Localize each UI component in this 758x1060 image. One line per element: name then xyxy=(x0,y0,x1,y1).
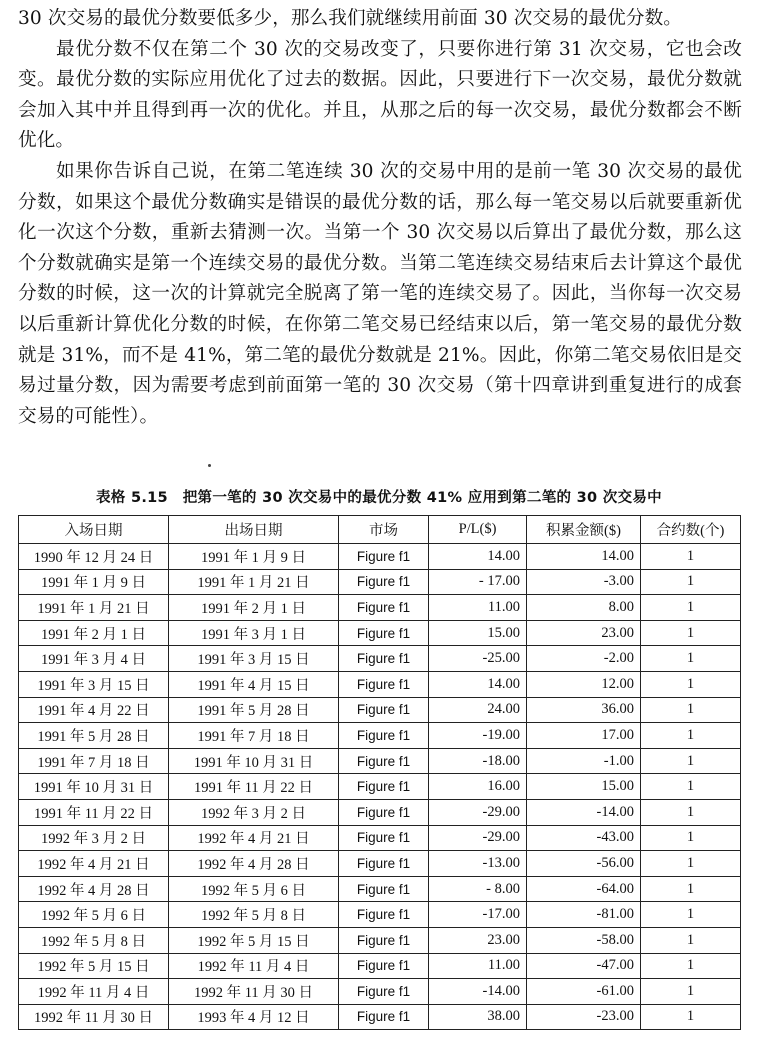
pl-cell: 15.00 xyxy=(429,620,527,646)
pl-cell: 38.00 xyxy=(429,1004,527,1030)
market-cell: Figure f1 xyxy=(339,723,429,749)
market-cell: Figure f1 xyxy=(339,953,429,979)
contracts-cell: 1 xyxy=(641,748,741,774)
market-cell: Figure f1 xyxy=(339,671,429,697)
entry-date-cell: 1992 年 4 月 28 日 xyxy=(19,876,169,902)
contracts-cell: 1 xyxy=(641,544,741,570)
entry-date-cell: 1992 年 11 月 30 日 xyxy=(19,1004,169,1030)
table-body xyxy=(19,544,741,1030)
contracts-cell: 1 xyxy=(641,799,741,825)
exit-date-cell: 1991 年 7 月 18 日 xyxy=(169,723,339,749)
cumulative-cell: -2.00 xyxy=(527,646,641,672)
cumulative-cell: 17.00 xyxy=(527,723,641,749)
table-row xyxy=(19,569,741,595)
contracts-cell: 1 xyxy=(641,825,741,851)
market-cell: Figure f1 xyxy=(339,569,429,595)
contracts-cell: 1 xyxy=(641,927,741,953)
table-row xyxy=(19,979,741,1005)
exit-date-cell: 1991 年 5 月 28 日 xyxy=(169,697,339,723)
exit-date-cell: 1992 年 11 月 30 日 xyxy=(169,979,339,1005)
exit-date-cell: 1991 年 2 月 1 日 xyxy=(169,595,339,621)
cumulative-cell: 15.00 xyxy=(527,774,641,800)
market-cell: Figure f1 xyxy=(339,1004,429,1030)
table-row xyxy=(19,851,741,877)
exit-date-cell: 1992 年 4 月 21 日 xyxy=(169,825,339,851)
exit-date-cell: 1992 年 11 月 4 日 xyxy=(169,953,339,979)
header-exit-date: 出场日期 xyxy=(169,516,339,544)
market-cell: Figure f1 xyxy=(339,646,429,672)
market-cell: Figure f1 xyxy=(339,876,429,902)
entry-date-cell: 1991 年 3 月 4 日 xyxy=(19,646,169,672)
entry-date-cell: 1991 年 2 月 1 日 xyxy=(19,620,169,646)
table-row xyxy=(19,902,741,928)
contracts-cell: 1 xyxy=(641,774,741,800)
entry-date-cell: 1992 年 5 月 6 日 xyxy=(19,902,169,928)
contracts-cell: 1 xyxy=(641,646,741,672)
pl-cell: -29.00 xyxy=(429,825,527,851)
cumulative-cell: 36.00 xyxy=(527,697,641,723)
entry-date-cell: 1991 年 5 月 28 日 xyxy=(19,723,169,749)
table-row xyxy=(19,799,741,825)
exit-date-cell: 1991 年 1 月 9 日 xyxy=(169,544,339,570)
entry-date-cell: 1991 年 1 月 21 日 xyxy=(19,595,169,621)
table-row xyxy=(19,544,741,570)
pl-cell: 11.00 xyxy=(429,953,527,979)
pl-cell: 24.00 xyxy=(429,697,527,723)
market-cell: Figure f1 xyxy=(339,799,429,825)
exit-date-cell: 1992 年 5 月 8 日 xyxy=(169,902,339,928)
pl-cell: 14.00 xyxy=(429,544,527,570)
exit-date-cell: 1991 年 3 月 1 日 xyxy=(169,620,339,646)
contracts-cell: 1 xyxy=(641,1004,741,1030)
table-row xyxy=(19,927,741,953)
exit-date-cell: 1992 年 5 月 15 日 xyxy=(169,927,339,953)
exit-date-cell: 1991 年 3 月 15 日 xyxy=(169,646,339,672)
header-pl: P/L($) xyxy=(429,516,527,544)
cumulative-cell: 12.00 xyxy=(527,671,641,697)
entry-date-cell: 1990 年 12 月 24 日 xyxy=(19,544,169,570)
entry-date-cell: 1992 年 4 月 21 日 xyxy=(19,851,169,877)
market-cell: Figure f1 xyxy=(339,748,429,774)
market-cell: Figure f1 xyxy=(339,620,429,646)
pl-cell: -13.00 xyxy=(429,851,527,877)
cumulative-cell: -56.00 xyxy=(527,851,641,877)
pl-cell: -19.00 xyxy=(429,723,527,749)
table-row xyxy=(19,774,741,800)
table-row xyxy=(19,723,741,749)
market-cell: Figure f1 xyxy=(339,851,429,877)
pl-cell: -17.00 xyxy=(429,902,527,928)
entry-date-cell: 1992 年 5 月 15 日 xyxy=(19,953,169,979)
cumulative-cell: 14.00 xyxy=(527,544,641,570)
market-cell: Figure f1 xyxy=(339,595,429,621)
pl-cell: - 8.00 xyxy=(429,876,527,902)
contracts-cell: 1 xyxy=(641,851,741,877)
pl-cell: 14.00 xyxy=(429,671,527,697)
header-cumulative: 积累金额($) xyxy=(527,516,641,544)
trades-table xyxy=(18,515,741,1030)
pl-cell: 11.00 xyxy=(429,595,527,621)
table-header-row xyxy=(19,516,741,544)
exit-date-cell: 1991 年 4 月 15 日 xyxy=(169,671,339,697)
pl-cell: -25.00 xyxy=(429,646,527,672)
pl-cell: -14.00 xyxy=(429,979,527,1005)
market-cell: Figure f1 xyxy=(339,902,429,928)
cumulative-cell: -61.00 xyxy=(527,979,641,1005)
cumulative-cell: -64.00 xyxy=(527,876,641,902)
paragraph-1: 30 次交易的最优分数要低多少，那么我们就继续用前面 30 次交易的最优分数。 xyxy=(18,8,682,29)
table-title: 表格 5.15 把第一笔的 30 次交易中的最优分数 41% 应用到第二笔的 30 次交易中 xyxy=(96,490,662,506)
cumulative-cell: -1.00 xyxy=(527,748,641,774)
exit-date-cell: 1992 年 4 月 28 日 xyxy=(169,851,339,877)
cumulative-cell: -3.00 xyxy=(527,569,641,595)
paragraph-2: 最优分数不仅在第二个 30 次的交易改变了，只要你进行第 31 次交易，它也会改变。最优分数的实际应用优化了过去的数据。因此，只要进行下一次交易，最优分数就会加入其中并且得到再一次的优化。并且，从那之后的每一次交易，最优分数都会不断优化。 xyxy=(18,38,742,152)
pl-cell: -18.00 xyxy=(429,748,527,774)
cumulative-cell: 23.00 xyxy=(527,620,641,646)
header-entry-date: 入场日期 xyxy=(19,516,169,544)
entry-date-cell: 1991 年 1 月 9 日 xyxy=(19,569,169,595)
pl-cell: 16.00 xyxy=(429,774,527,800)
exit-date-cell: 1991 年 1 月 21 日 xyxy=(169,569,339,595)
pl-cell: - 17.00 xyxy=(429,569,527,595)
exit-date-cell: 1993 年 4 月 12 日 xyxy=(169,1004,339,1030)
entry-date-cell: 1991 年 11 月 22 日 xyxy=(19,799,169,825)
table-row xyxy=(19,1004,741,1030)
contracts-cell: 1 xyxy=(641,595,741,621)
exit-date-cell: 1991 年 11 月 22 日 xyxy=(169,774,339,800)
contracts-cell: 1 xyxy=(641,953,741,979)
contracts-cell: 1 xyxy=(641,569,741,595)
contracts-cell: 1 xyxy=(641,697,741,723)
cumulative-cell: -81.00 xyxy=(527,902,641,928)
stray-dot xyxy=(208,464,211,467)
entry-date-cell: 1991 年 3 月 15 日 xyxy=(19,671,169,697)
market-cell: Figure f1 xyxy=(339,825,429,851)
table-row xyxy=(19,825,741,851)
table-row xyxy=(19,697,741,723)
contracts-cell: 1 xyxy=(641,979,741,1005)
exit-date-cell: 1992 年 3 月 2 日 xyxy=(169,799,339,825)
exit-date-cell: 1992 年 5 月 6 日 xyxy=(169,876,339,902)
entry-date-cell: 1992 年 11 月 4 日 xyxy=(19,979,169,1005)
cumulative-cell: -58.00 xyxy=(527,927,641,953)
paragraph-3: 如果你告诉自己说，在第二笔连续 30 次的交易中用的是前一笔 30 次交易的最优分数，如果这个最优分数确实是错误的最优分数的话，那么每一笔交易以后就要重新优化一次这个分数，重新去猜测一次。当第一个 30 次交易以后算出了最优分数，那么这个分数就确实是第一个连续交易的最优分数。当第二笔连续交易结束后去计算这个最优分数的时候，这一次的计算就完全脱离了第一笔的连续交易了。因此，当你每一次交易以后重新计算优化分数的时候，在你第二笔交易已经结束以后，第一笔交易的最优分数就是 31%，而不是 41%，第二笔的最优分数就是 21%。因此，你第二笔交易依旧是交易过量分数，因为需要考虑到前面第一笔的 30 次交易（第十四章讲到重复进行的成套交易的可能性）。 xyxy=(18,160,742,427)
exit-date-cell: 1991 年 10 月 31 日 xyxy=(169,748,339,774)
cumulative-cell: -23.00 xyxy=(527,1004,641,1030)
table-row xyxy=(19,876,741,902)
entry-date-cell: 1991 年 10 月 31 日 xyxy=(19,774,169,800)
cumulative-cell: -47.00 xyxy=(527,953,641,979)
table-row xyxy=(19,671,741,697)
entry-date-cell: 1992 年 5 月 8 日 xyxy=(19,927,169,953)
contracts-cell: 1 xyxy=(641,620,741,646)
pl-cell: -29.00 xyxy=(429,799,527,825)
cumulative-cell: -43.00 xyxy=(527,825,641,851)
market-cell: Figure f1 xyxy=(339,774,429,800)
table-row xyxy=(19,953,741,979)
contracts-cell: 1 xyxy=(641,902,741,928)
cumulative-cell: -14.00 xyxy=(527,799,641,825)
table-row xyxy=(19,748,741,774)
entry-date-cell: 1991 年 4 月 22 日 xyxy=(19,697,169,723)
cumulative-cell: 8.00 xyxy=(527,595,641,621)
contracts-cell: 1 xyxy=(641,876,741,902)
contracts-cell: 1 xyxy=(641,671,741,697)
market-cell: Figure f1 xyxy=(339,979,429,1005)
table-row xyxy=(19,646,741,672)
table-row xyxy=(19,595,741,621)
table-row xyxy=(19,620,741,646)
market-cell: Figure f1 xyxy=(339,697,429,723)
body-text xyxy=(18,4,742,432)
header-market: 市场 xyxy=(339,516,429,544)
header-contracts: 合约数(个) xyxy=(641,516,741,544)
market-cell: Figure f1 xyxy=(339,544,429,570)
market-cell: Figure f1 xyxy=(339,927,429,953)
entry-date-cell: 1992 年 3 月 2 日 xyxy=(19,825,169,851)
pl-cell: 23.00 xyxy=(429,927,527,953)
entry-date-cell: 1991 年 7 月 18 日 xyxy=(19,748,169,774)
contracts-cell: 1 xyxy=(641,723,741,749)
